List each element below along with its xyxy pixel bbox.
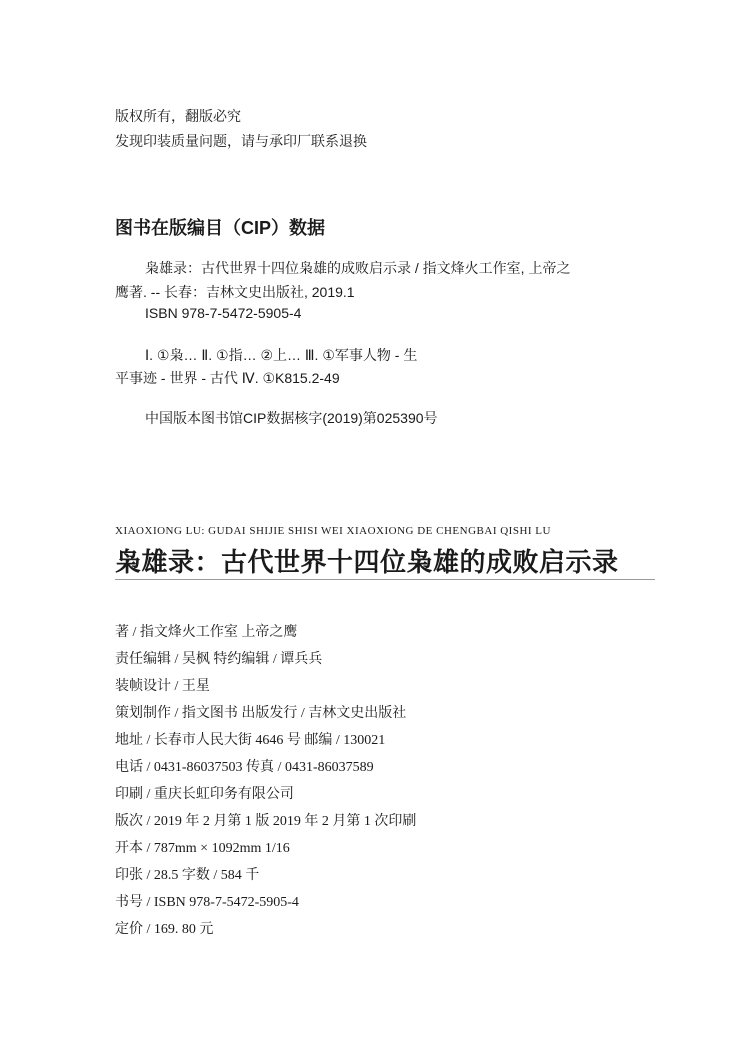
imprint-editors: 责任编辑 / 吴枫 特约编辑 / 谭兵兵 bbox=[115, 652, 323, 667]
imprint-isbn: 书号 / ISBN 978-7-5472-5905-4 bbox=[115, 895, 299, 910]
title-divider bbox=[115, 579, 655, 580]
imprint-printer: 印刷 / 重庆长虹印务有限公司 bbox=[115, 787, 294, 802]
cip-entry-line-1: 枭雄录：古代世界十四位枭雄的成败启示录 / 指文烽火工作室, 上帝之 bbox=[145, 260, 571, 276]
imprint-address: 地址 / 长春市人民大街 4646 号 邮编 / 130021 bbox=[115, 733, 386, 748]
book-title: 枭雄录：古代世界十四位枭雄的成败启示录 bbox=[115, 548, 619, 577]
cip-heading: 图书在版编目（CIP）数据 bbox=[115, 218, 326, 238]
imprint-edition: 版次 / 2019 年 2 月第 1 版 2019 年 2 月第 1 次印刷 bbox=[115, 814, 417, 829]
cip-isbn: ISBN 978-7-5472-5905-4 bbox=[145, 305, 302, 321]
imprint-sheets-wordcount: 印张 / 28.5 字数 / 584 千 bbox=[115, 868, 260, 883]
imprint-publisher: 策划制作 / 指文图书 出版发行 / 吉林文史出版社 bbox=[115, 706, 407, 721]
cip-classification-line-2: 平事迹 - 世界 - 古代 Ⅳ. ①K815.2-49 bbox=[115, 370, 340, 386]
cip-entry-line-2: 鹰著. -- 长春：吉林文史出版社, 2019.1 bbox=[115, 284, 355, 300]
pinyin-title: XIAOXIONG LU: GUDAI SHIJIE SHISI WEI XIAOXIONG DE CHENGBAI QISHI LU bbox=[115, 525, 551, 537]
imprint-price: 定价 / 169. 80 元 bbox=[115, 922, 214, 937]
imprint-format: 开本 / 787mm × 1092mm 1/16 bbox=[115, 841, 290, 856]
imprint-phone-fax: 电话 / 0431-86037503 传真 / 0431-86037589 bbox=[115, 760, 374, 775]
copyright-notice: 版权所有，翻版必究 bbox=[115, 108, 241, 124]
imprint-authors: 著 / 指文烽火工作室 上帝之鹰 bbox=[115, 625, 298, 640]
print-quality-notice: 发现印装质量问题，请与承印厂联系退换 bbox=[115, 133, 367, 149]
cip-classification-line-1: Ⅰ. ①枭… Ⅱ. ①指… ②上… Ⅲ. ①军事人物 - 生 bbox=[145, 347, 418, 363]
cip-record-number: 中国版本图书馆CIP数据核字(2019)第025390号 bbox=[145, 410, 438, 426]
imprint-designer: 装帧设计 / 王星 bbox=[115, 679, 210, 694]
